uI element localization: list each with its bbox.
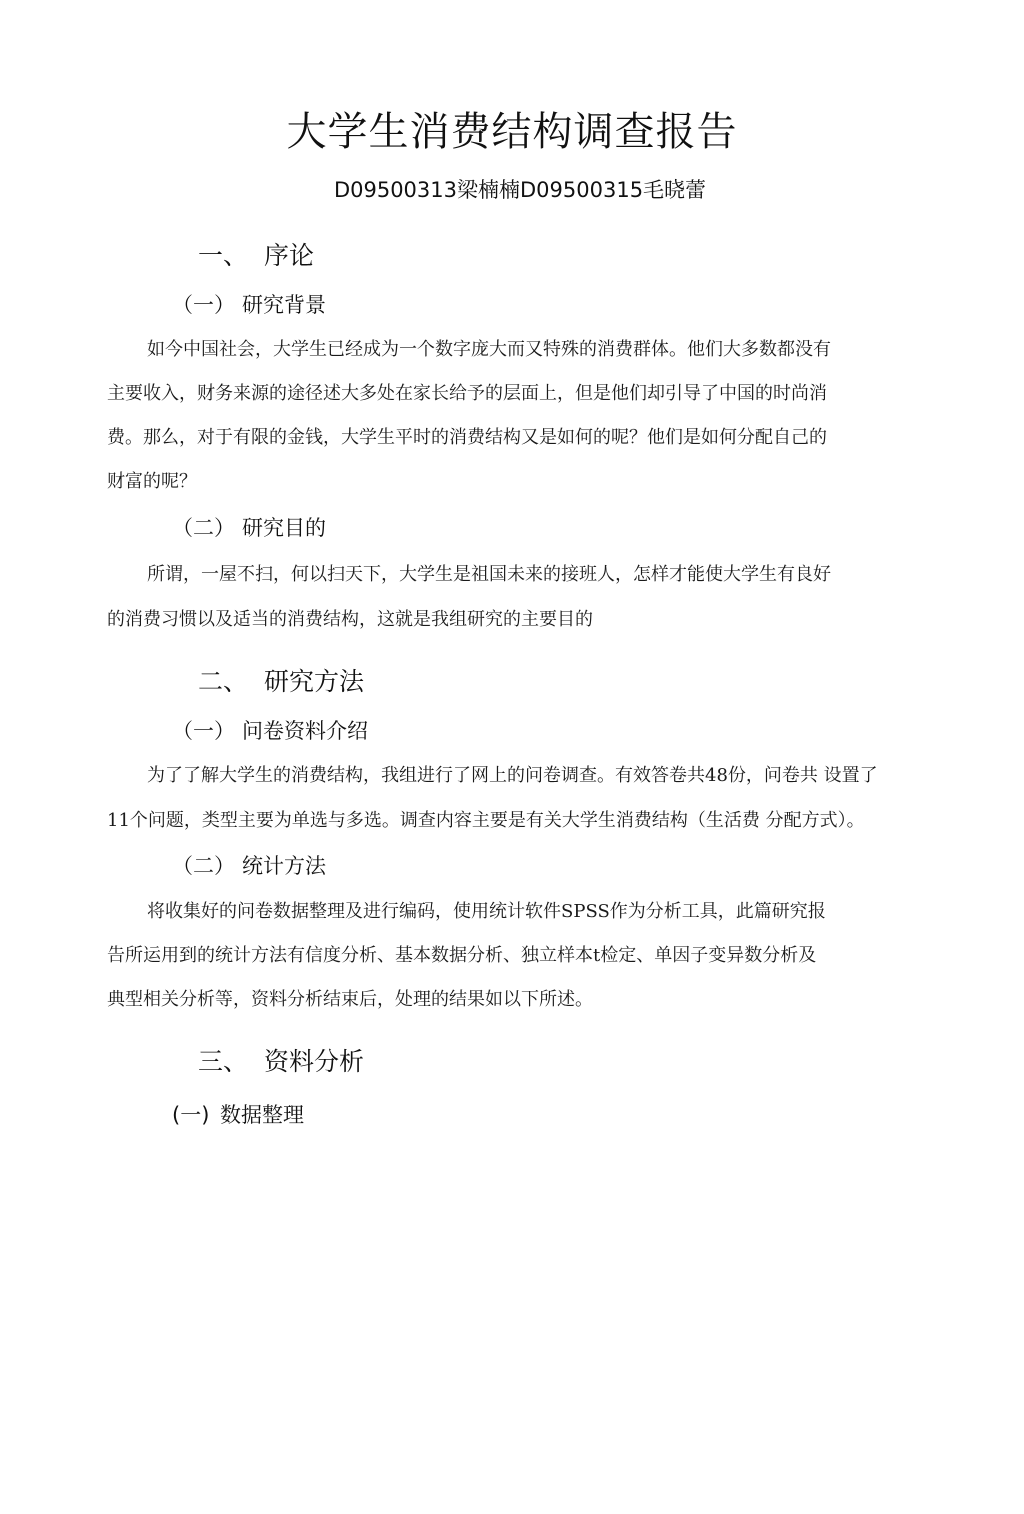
section-title: 序论 bbox=[264, 241, 315, 270]
section-heading-methods bbox=[198, 666, 498, 698]
paragraph-line: 财富的呢？ bbox=[107, 471, 197, 492]
section-heading-intro bbox=[198, 240, 498, 272]
section-title: 资料分析 bbox=[264, 1047, 365, 1076]
section-number: 三、 bbox=[198, 1047, 249, 1076]
section-heading-analysis bbox=[198, 1046, 498, 1078]
paragraph-line: 所谓，一屋不扫，何以扫天下，大学生是祖国未来的接班人，怎样才能使大学生有良好 bbox=[147, 564, 831, 585]
paragraph-line: 11个问题，类型主要为单选与多选。调查内容主要是有关大学生消费结构（生活费 分配方式）。 bbox=[107, 810, 865, 831]
paragraph-line: 告所运用到的统计方法有信度分析、基本数据分析、独立样本t检定、单因子变异数分析及 bbox=[107, 945, 817, 966]
paragraph-line: 典型相关分析等，资料分析结束后，处理的结果如以下所述。 bbox=[107, 989, 593, 1010]
subsection-title: 问卷资料介绍 bbox=[242, 719, 368, 743]
subsection-number: （二） bbox=[172, 516, 235, 540]
subsection-title: 数据整理 bbox=[220, 1103, 304, 1127]
subsection-number: (一) bbox=[172, 1103, 210, 1127]
subsection-number: （一） bbox=[172, 293, 235, 317]
subsection-heading-background bbox=[172, 291, 472, 319]
paragraph-line: 为了了解大学生的消费结构，我组进行了网上的问卷调查。有效答卷共48份，问卷共 设置了 bbox=[147, 765, 878, 786]
subsection-number: （一） bbox=[172, 719, 235, 743]
subsection-title: 研究目的 bbox=[242, 516, 326, 540]
subsection-number: （二） bbox=[172, 854, 235, 878]
paragraph-line: 主要收入，财务来源的途径述大多处在家长给予的层面上，但是他们却引导了中国的时尚消 bbox=[107, 383, 827, 404]
document-authors: D09500313梁楠楠D09500315毛晓蕾 bbox=[333, 178, 707, 202]
section-number: 一、 bbox=[198, 241, 249, 270]
document-title: 大学生消费结构调查报告 bbox=[286, 109, 738, 155]
paragraph-line: 将收集好的问卷数据整理及进行编码，使用统计软件SPSS作为分析工具，此篇研究报 bbox=[147, 901, 826, 922]
paragraph-line: 费。那么，对于有限的金钱，大学生平时的消费结构又是如何的呢？他们是如何分配自己的 bbox=[107, 427, 827, 448]
subsection-heading-data-cleaning bbox=[172, 1101, 472, 1129]
paragraph-line: 如今中国社会，大学生已经成为一个数字庞大而又特殊的消费群体。他们大多数都没有 bbox=[147, 339, 831, 360]
subsection-title: 研究背景 bbox=[242, 293, 326, 317]
section-title: 研究方法 bbox=[264, 667, 365, 696]
subsection-heading-purpose bbox=[172, 514, 472, 542]
section-number: 二、 bbox=[198, 667, 249, 696]
subsection-heading-questionnaire bbox=[172, 717, 472, 745]
subsection-heading-statistics bbox=[172, 852, 472, 880]
paragraph-line: 的消费习惯以及适当的消费结构，这就是我组研究的主要目的 bbox=[107, 609, 593, 630]
subsection-title: 统计方法 bbox=[242, 854, 326, 878]
